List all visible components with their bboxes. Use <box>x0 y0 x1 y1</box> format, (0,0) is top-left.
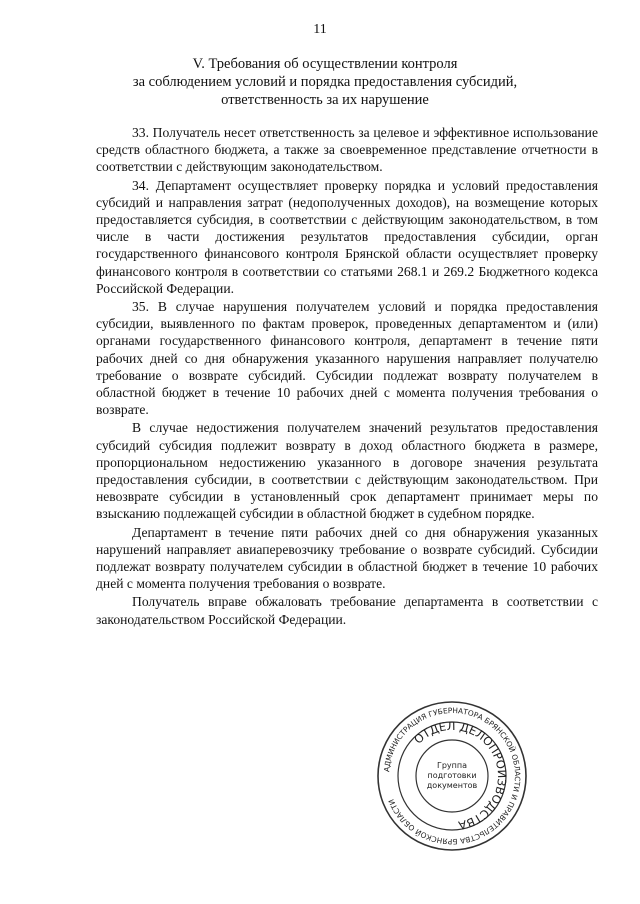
paragraph-35-results: В случае недостижения получателем значений результатов предоставления субсидий субсидия подлежит возврату в доход областного бюджета в размере, пропорциональном недостижению указанного в договоре значения результата предоставления субсидии, в соответствии с действующим законодательством. При невозврате субсидии в установленный срок департамент принимает меры по взысканию подлежащей субсидии в областной бюджет в судебном порядке. <box>96 420 598 522</box>
paragraph-35-carrier: Департамент в течение пяти рабочих дней со дня обнаружения указанных нарушений направляет авиаперевозчику требование о возврате субсидий. Субсидии подлежат возврату получателем субсидии в областной бюджет в течение 10 рабочих дней с момента получения требования о возврате. <box>96 524 598 592</box>
section-heading-line-1: V. Требования об осуществлении контроля <box>192 56 458 72</box>
paragraph-appeal: Получатель вправе обжаловать требование департамента в соответствии с законодательством Российской Федерации. <box>96 594 598 627</box>
seal-center-line-2: подготовки <box>427 771 477 780</box>
section-heading-line-3: ответственность за их нарушение <box>221 92 429 108</box>
seal-outer-ring-text: АДМИНИСТРАЦИЯ ГУБЕРНАТОРА БРЯНСКОЙ ОБЛАСТИ И ПРАВИТЕЛЬСТВА БРЯНСКОЙ ОБЛАСТИ <box>382 705 523 847</box>
section-heading-line-2: за соблюдением условий и порядка предоставления субсидий, <box>132 74 518 90</box>
seal-center-line-1: Группа <box>436 761 468 770</box>
seal-inner-ring-text: ОТДЕЛ ДЕЛОПРОИЗВОДСТВА <box>411 718 510 833</box>
page-number: 11 <box>313 22 327 37</box>
paragraph-34: 34. Департамент осуществляет проверку порядка и условий предоставления субсидий и направления затрат (недополученных доходов), на возмещение которых предоставляется субсидия, в соответствии с действующим законодательством, в том числе в части достижения результатов предоставления субсидии, орган государственного финансового контроля Брянской области осуществляет проверку финансового контроля в соответствии со статьями 268.1 и 269.2 Бюджетного кодекса Российской Федерации. <box>96 177 598 296</box>
document-body <box>96 124 598 629</box>
paragraph-35: 35. В случае нарушения получателем условий и порядка предоставления субсидии, выявленного по фактам проверок, проведенных департаментом и (или) органами государственного финансового контроля, департамент в течение пяти рабочих дней со дня обнаружения указанного нарушения направляет получателю требование о возврате субсидий. Субсидии подлежат возврату получателем в областной бюджет в течение 10 рабочих дней с момента получения требования о возврате. <box>96 299 598 418</box>
paragraph-33: 33. Получатель несет ответственность за целевое и эффективное использование средств областного бюджета, а также за своевременное представление отчетности в соответствии с действующим законодательством. <box>96 125 598 175</box>
seal-stamp <box>372 696 532 856</box>
seal-center-line-3: документов <box>426 781 478 790</box>
seal-stamp-graphic <box>372 696 532 856</box>
section-heading <box>95 55 555 109</box>
